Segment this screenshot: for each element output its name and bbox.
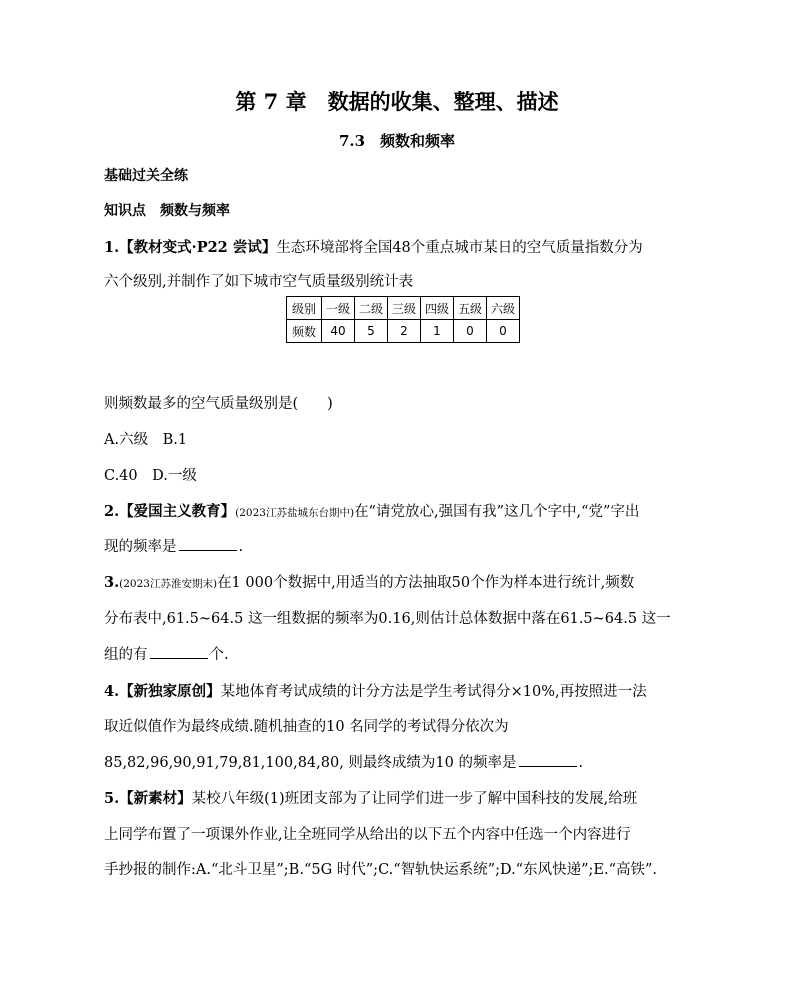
table-cell: 二级: [355, 297, 388, 320]
table-cell: 五级: [454, 297, 487, 320]
question-3-text-part: 组的有: [104, 647, 148, 663]
question-4-text-end: .: [578, 755, 584, 771]
question-5-line-2: 上同学布置了一项课外作业,让全班同学从给出的以下五个内容中任选一个内容进行: [104, 827, 631, 843]
chapter-title: 第 7 章 数据的收集、整理、描述: [235, 89, 559, 114]
answer-blank[interactable]: [519, 754, 577, 767]
question-4-line-1: [104, 680, 647, 701]
question-5-line-3: 手抄报的制作:A.“北斗卫星”;B.“5G 时代”;C.“智轨快运系统”;D.“东风快递”;E.“高铁”.: [104, 862, 658, 878]
table-cell: 一级: [322, 297, 355, 320]
question-2-source: (2023江苏盐城东台期中): [235, 507, 355, 519]
question-1-stem: 则频数最多的空气质量级别是( ): [104, 396, 333, 412]
table-cell: 0: [487, 320, 520, 343]
question-4-tag: 【新独家原创】: [119, 683, 221, 700]
question-2-number: 2.: [104, 503, 120, 520]
section-title: 7.3 频数和频率: [338, 132, 456, 150]
question-4-text-part: 85,82,96,90,91,79,81,100,84,80, 则最终成绩为10 的频率是: [104, 755, 517, 771]
table-cell: 级别: [287, 297, 322, 320]
question-2-text-end: .: [238, 539, 244, 555]
question-2-line-2: [104, 535, 243, 556]
question-4-line-2: 取近似值作为最终成绩.随机抽查的10 名同学的考试得分依次为: [104, 719, 509, 735]
question-1-line-2: 六个级别,并制作了如下城市空气质量级别统计表: [104, 274, 414, 290]
question-1-text: 生态环境部将全国48个重点城市某日的空气质量指数分为: [276, 240, 643, 256]
table-header-row: [287, 297, 520, 320]
question-1-options-ab: A.六级 B.1: [104, 432, 188, 448]
question-3-line-2: 分布表中,61.5~64.5 这一组数据的频率为0.16,则估计总体数据中落在61.5~64.5 这一: [104, 611, 671, 627]
section-heading: 基础过关全练: [104, 168, 188, 184]
question-3-number: 3.: [104, 574, 120, 591]
question-1-line-1: [104, 236, 643, 257]
table-cell: 三级: [388, 297, 421, 320]
question-2-text: 在“请党放心,强国有我”这几个字中,“党”字出: [354, 504, 640, 520]
question-3-line-3: [104, 643, 229, 664]
table-cell: 0: [454, 320, 487, 343]
table-cell: 频数: [287, 320, 322, 343]
table-cell: 2: [388, 320, 421, 343]
answer-blank[interactable]: [150, 646, 208, 659]
table-cell: 四级: [421, 297, 454, 320]
question-3-text: 在1 000个数据中,用适当的方法抽取50个作为样本进行统计,频数: [217, 575, 635, 591]
question-1-tag: 【教材变式·P22 尝试】: [119, 239, 277, 256]
question-1-options-cd: C.40 D.一级: [104, 468, 197, 484]
question-5-text: 某校八年级(1)班团支部为了让同学们进一步了解中国科技的发展,给班: [191, 791, 638, 807]
table-cell: 5: [355, 320, 388, 343]
answer-blank[interactable]: [179, 538, 237, 551]
question-5-line-1: [104, 787, 637, 808]
table-cell: 40: [322, 320, 355, 343]
question-4-line-3: [104, 751, 583, 772]
question-2-line-1: [104, 500, 639, 521]
question-3-line-1: [104, 571, 634, 592]
air-quality-table: [286, 296, 520, 343]
table-cell: 1: [421, 320, 454, 343]
table-cell: 六级: [487, 297, 520, 320]
question-4-text: 某地体育考试成绩的计分方法是学生考试得分×10%,再按照进一法: [220, 684, 647, 700]
question-2-tag: 【爱国主义教育】: [119, 503, 236, 520]
topic-heading: 知识点 频数与频率: [104, 203, 230, 219]
question-1-number: 1.: [104, 239, 120, 256]
question-5-number: 5.: [104, 790, 120, 807]
question-3-source: (2023江苏淮安期末): [119, 578, 218, 590]
question-2-text-part: 现的频率是: [104, 539, 177, 555]
table-row: [287, 320, 520, 343]
question-4-number: 4.: [104, 683, 120, 700]
question-3-text-end: 个.: [209, 647, 229, 663]
question-5-tag: 【新素材】: [119, 790, 192, 807]
